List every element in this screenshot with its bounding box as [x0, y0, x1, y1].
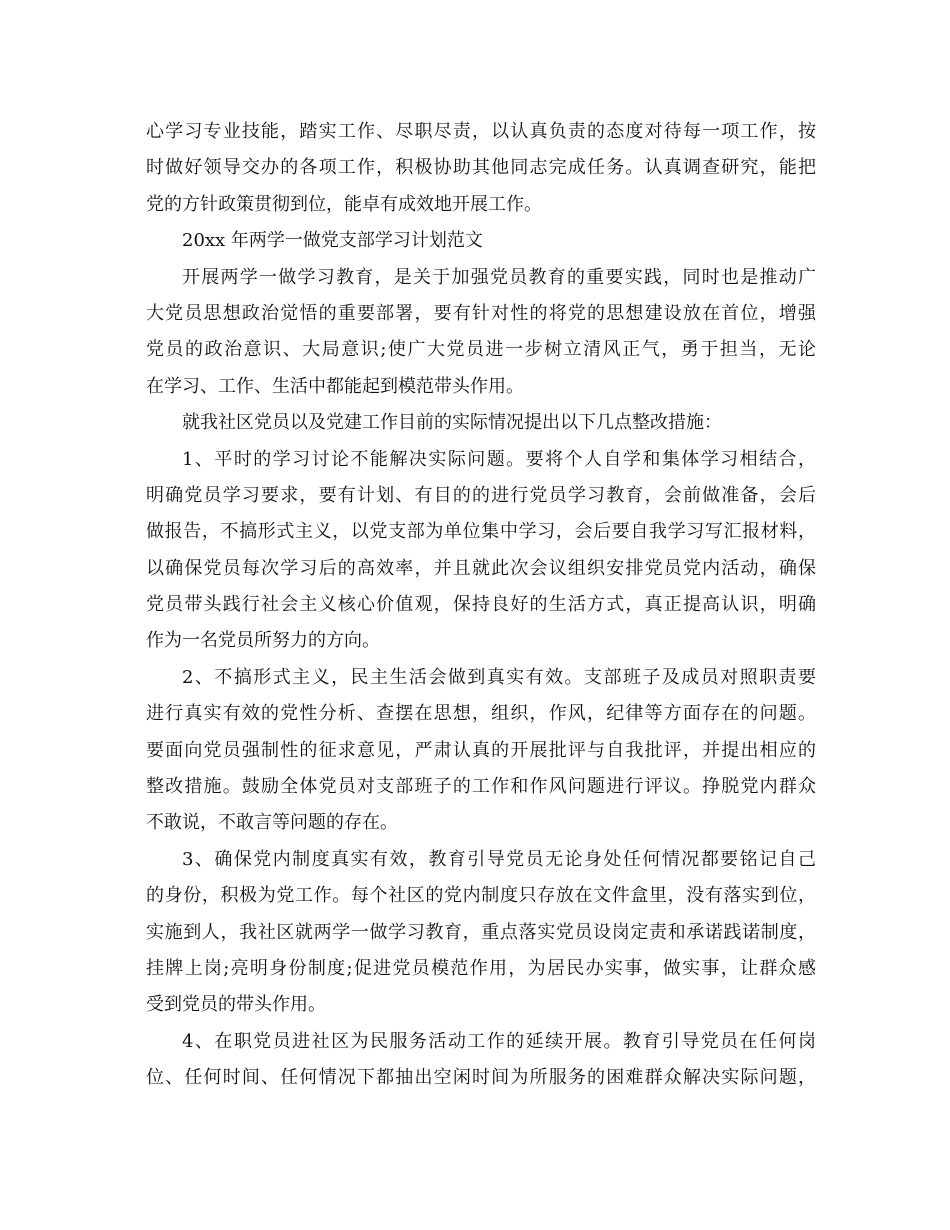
text-line: 1、平时的学习讨论不能解决实际问题。要将个人自学和集体学习相结合，	[182, 448, 816, 470]
text-line: 党员的政治意识、大局意识;使广大党员进一步树立清风正气，勇于担当，无论	[146, 339, 816, 361]
section-heading: 20xx 年两学一做党支部学习计划范文	[182, 230, 483, 252]
text-line: 实施到人，我社区就两学一做学习教育，重点落实党员设岗定责和承诺践诺制度，	[146, 921, 816, 943]
text-line: 3、确保党内制度真实有效，教育引导党员无论身处任何情况都要铭记自己	[182, 848, 816, 870]
text-line: 就我社区党员以及党建工作目前的实际情况提出以下几点整改措施：	[182, 412, 722, 434]
text-line: 心学习专业技能，踏实工作、尽职尽责，以认真负责的态度对待每一项工作，按	[146, 121, 816, 142]
text-line: 2、不搞形式主义，民主生活会做到真实有效。支部班子及成员对照职责要	[182, 666, 816, 688]
text-line: 以确保党员每次学习后的高效率，并且就此次会议组织安排党员党内活动，确保	[146, 557, 816, 579]
text-line: 明确党员学习要求，要有计划、有目的的进行党员学习教育，会前做准备，会后	[146, 484, 816, 506]
text-line: 受到党员的带头作用。	[146, 994, 326, 1016]
text-line: 大党员思想政治觉悟的重要部署，要有针对性的将党的思想建设放在首位，增强	[146, 302, 816, 324]
text-line: 做报告，不搞形式主义，以党支部为单位集中学习，会后要自我学习写汇报材料，	[146, 521, 816, 543]
text-line: 在学习、工作、生活中都能起到模范带头作用。	[146, 375, 524, 397]
text-line: 4、在职党员进社区为民服务活动工作的延续开展。教育引导党员在任何岗	[182, 1030, 816, 1052]
text-line: 开展两学一做学习教育，是关于加强党员教育的重要实践，同时也是推动广	[182, 266, 816, 288]
text-line: 时做好领导交办的各项工作，积极协助其他同志完成任务。认真调查研究，能把	[146, 157, 816, 179]
text-line: 党的方针政策贯彻到位，能卓有成效地开展工作。	[146, 193, 542, 215]
text-line: 挂牌上岗;亮明身份制度;促进党员模范作用，为居民办实事，做实事，让群众感	[146, 957, 816, 979]
text-line: 党员带头践行社会主义核心价值观，保持良好的生活方式，真正提高认识，明确	[146, 594, 816, 616]
text-line: 作为一名党员所努力的方向。	[146, 630, 380, 652]
document-body	[146, 114, 816, 1097]
text-line: 进行真实有效的党性分析、查摆在思想，组织，作风，纪律等方面存在的问题。	[146, 703, 816, 725]
text-line: 要面向党员强制性的征求意见，严肃认真的开展批评与自我批评，并提出相应的	[146, 739, 816, 761]
text-line: 不敢说，不敢言等问题的存在。	[146, 812, 398, 834]
text-line: 的身份，积极为党工作。每个社区的党内制度只存放在文件盒里，没有落实到位，	[146, 885, 816, 907]
text-line: 位、任何时间、任何情况下都抽出空闲时间为所服务的困难群众解决实际问题，	[146, 1067, 816, 1089]
text-line: 整改措施。鼓励全体党员对支部班子的工作和作风问题进行评议。挣脱党内群众	[146, 776, 816, 798]
